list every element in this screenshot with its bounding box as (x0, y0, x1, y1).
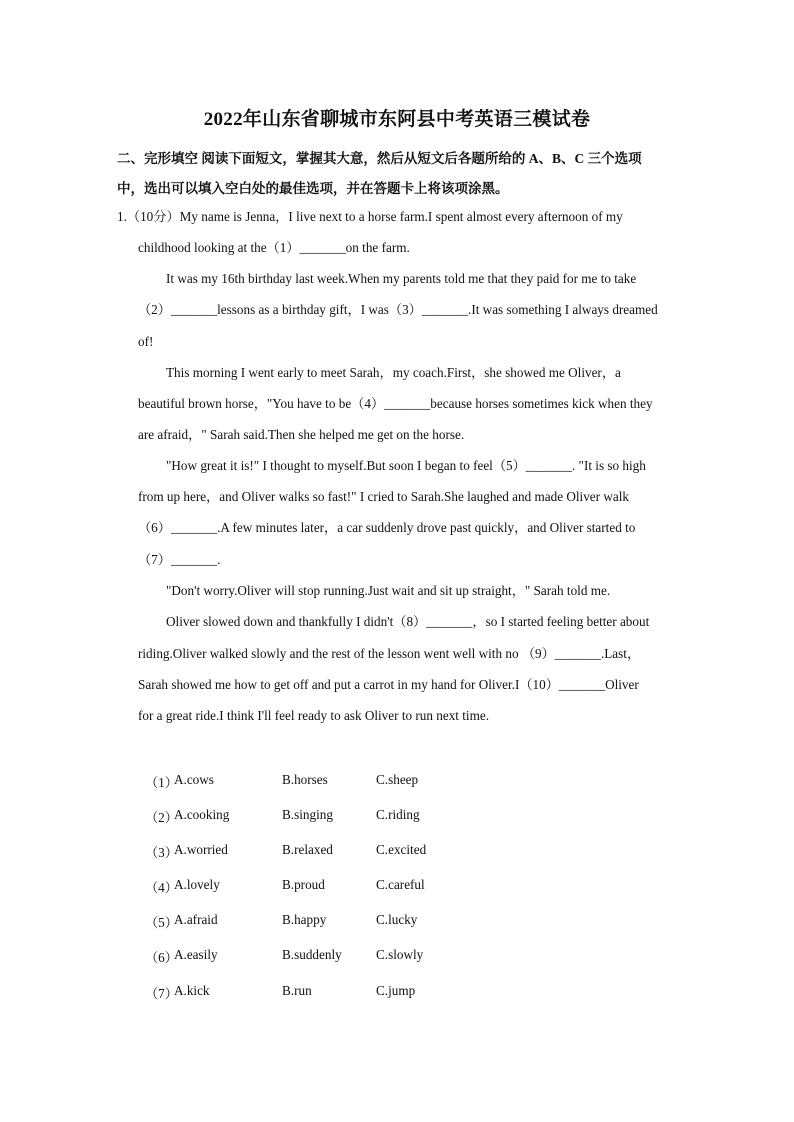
option-c[interactable]: C.lucky (376, 912, 418, 927)
option-number: （3） (145, 845, 178, 860)
passage-line: This morning I went early to meet Sarah，my coach.First，she showed me Oliver，a (166, 365, 621, 380)
page-title: 2022年山东省聊城市东阿县中考英语三模试卷 (203, 109, 591, 130)
option-a[interactable]: A.easily (174, 947, 218, 962)
option-a[interactable]: A.worried (174, 842, 228, 857)
passage-line: are afraid，" Sarah said.Then she helped me get on the horse. (138, 427, 465, 442)
option-row (145, 877, 545, 895)
passage-line: "How great it is!" I thought to myself.But soon I began to feel（5）_______. "It is so high (166, 458, 646, 473)
option-number: （5） (145, 915, 178, 930)
option-row (145, 983, 545, 1001)
option-number: （4） (145, 880, 178, 895)
option-b[interactable]: B.proud (282, 877, 325, 892)
passage-line: of! (138, 334, 154, 349)
option-a[interactable]: A.kick (174, 983, 210, 998)
passage-line: for a great ride.I think I'll feel ready to ask Oliver to run next time. (138, 708, 489, 723)
option-b[interactable]: B.relaxed (282, 842, 333, 857)
passage-line: 1.（10分）My name is Jenna，I live next to a horse farm.I spent almost every afternoon of my (117, 209, 623, 224)
passage-line: beautiful brown horse，"You have to be（4）_______because horses sometimes kick when they (138, 396, 653, 411)
option-a[interactable]: A.cooking (174, 807, 230, 822)
option-c[interactable]: C.jump (376, 983, 416, 998)
option-c[interactable]: C.excited (376, 842, 427, 857)
passage-line: （6）_______.A few minutes later，a car suddenly drove past quickly，and Oliver started to (138, 520, 636, 535)
passage-line: riding.Oliver walked slowly and the rest of the lesson went well with no （9）_______.Last， (138, 646, 641, 661)
option-a[interactable]: A.afraid (174, 912, 218, 927)
passage-line: It was my 16th birthday last week.When my parents told me that they paid for me to take (166, 271, 637, 286)
option-number: （2） (145, 810, 178, 825)
option-row (145, 912, 545, 930)
option-number: （1） (145, 775, 178, 790)
option-c[interactable]: C.sheep (376, 772, 419, 787)
passage-line: "Don't worry.Oliver will stop running.Just wait and sit up straight，" Sarah told me. (166, 583, 611, 598)
passage-line: from up here，and Oliver walks so fast!" I cried to Sarah.She laughed and made Oliver walk (138, 489, 629, 504)
option-b[interactable]: B.happy (282, 912, 327, 927)
passage-line: Sarah showed me how to get off and put a carrot in my hand for Oliver.I（10）_______Oliver (138, 677, 639, 692)
passage-line: Oliver slowed down and thankfully I didn't（8）_______，so I started feeling better about (166, 614, 650, 629)
option-c[interactable]: C.slowly (376, 947, 424, 962)
option-row (145, 842, 545, 860)
option-a[interactable]: A.lovely (174, 877, 220, 892)
option-a[interactable]: A.cows (174, 772, 214, 787)
option-b[interactable]: B.suddenly (282, 947, 342, 962)
option-b[interactable]: B.singing (282, 807, 333, 822)
option-row (145, 772, 545, 790)
passage-line: （2）_______lessons as a birthday gift，I was（3）_______.It was something I always dreamed (138, 302, 658, 317)
option-number: （7） (145, 986, 178, 1001)
option-number: （6） (145, 950, 178, 965)
option-c[interactable]: C.riding (376, 807, 420, 822)
option-b[interactable]: B.horses (282, 772, 328, 787)
option-row (145, 807, 545, 825)
option-b[interactable]: B.run (282, 983, 312, 998)
option-c[interactable]: C.careful (376, 877, 425, 892)
passage-line: childhood looking at the（1）_______on the farm. (138, 240, 410, 255)
passage-line: （7）_______. (138, 552, 221, 567)
instructions-line-2: 中，选出可以填入空白处的最佳选项，并在答题卡上将该项涂黑。 (117, 181, 509, 196)
instructions-line-1: 二、完形填空 阅读下面短文，掌握其大意，然后从短文后各题所给的 A、B、C 三个选项 (117, 151, 642, 166)
option-row (145, 947, 545, 965)
